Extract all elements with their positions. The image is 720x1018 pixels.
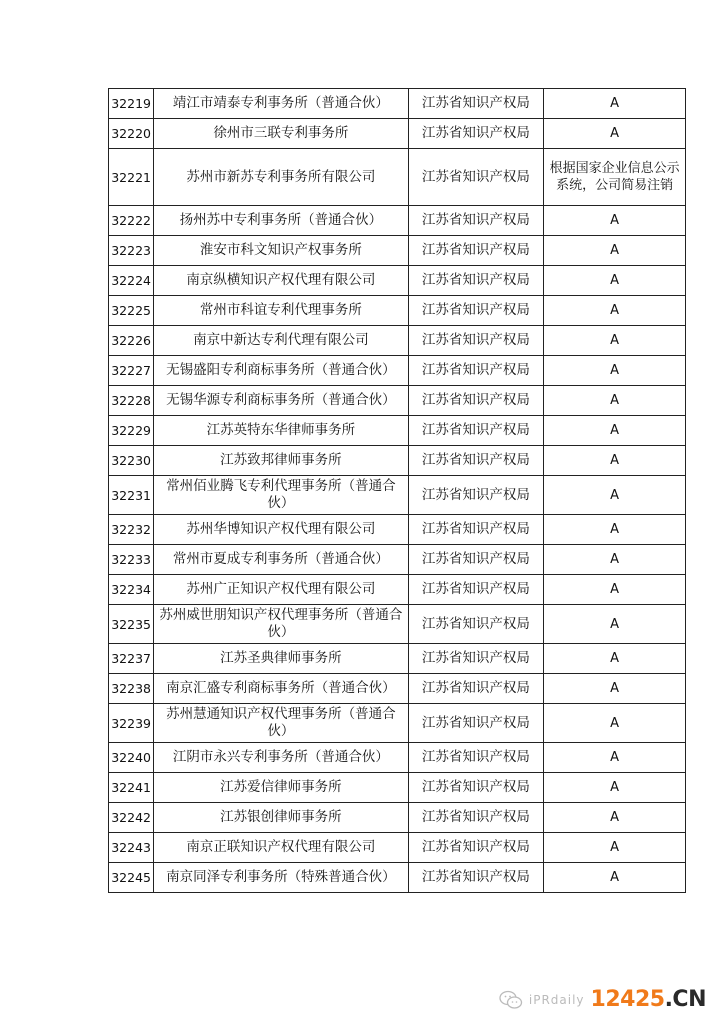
agency-name-cell: 苏州慧通知识产权代理事务所（普通合伙） (154, 704, 408, 743)
authority-cell: 江苏省知识产权局 (408, 386, 544, 416)
agency-id-cell: 32227 (109, 356, 154, 386)
table-row (109, 575, 686, 605)
agency-name-cell: 南京纵横知识产权代理有限公司 (154, 266, 408, 296)
authority-cell: 江苏省知识产权局 (408, 416, 544, 446)
agency-name-cell: 无锡盛阳专利商标事务所（普通合伙） (154, 356, 408, 386)
table-row (109, 605, 686, 644)
agency-name-cell: 苏州威世朋知识产权代理事务所（普通合伙） (154, 605, 408, 644)
rating-cell: A (544, 863, 686, 893)
table-row (109, 266, 686, 296)
table-row (109, 149, 686, 206)
agency-id-cell: 32231 (109, 476, 154, 515)
agency-id-cell: 32243 (109, 833, 154, 863)
agency-rating-table (108, 88, 686, 893)
watermark-brand-logo (591, 987, 706, 1012)
rating-cell: A (544, 704, 686, 743)
agency-id-cell: 32242 (109, 803, 154, 833)
agency-name-cell: 靖江市靖泰专利事务所（普通合伙） (154, 89, 408, 119)
table-row (109, 416, 686, 446)
agency-id-cell: 32229 (109, 416, 154, 446)
rating-cell: 根据国家企业信息公示系统，公司简易注销 (544, 149, 686, 206)
rating-cell: A (544, 773, 686, 803)
authority-cell: 江苏省知识产权局 (408, 704, 544, 743)
rating-cell: A (544, 416, 686, 446)
table-row (109, 386, 686, 416)
agency-id-cell: 32219 (109, 89, 154, 119)
agency-id-cell: 32235 (109, 605, 154, 644)
table-row (109, 326, 686, 356)
agency-name-cell: 扬州苏中专利事务所（普通合伙） (154, 206, 408, 236)
wechat-icon (499, 990, 523, 1010)
authority-cell: 江苏省知识产权局 (408, 89, 544, 119)
table-row (109, 515, 686, 545)
agency-id-cell: 32230 (109, 446, 154, 476)
rating-cell: A (544, 605, 686, 644)
rating-cell: A (544, 575, 686, 605)
authority-cell: 江苏省知识产权局 (408, 803, 544, 833)
rating-cell: A (544, 206, 686, 236)
agency-name-cell: 江阴市永兴专利事务所（普通合伙） (154, 743, 408, 773)
table-row (109, 446, 686, 476)
agency-name-cell: 苏州市新苏专利事务所有限公司 (154, 149, 408, 206)
agency-id-cell: 32220 (109, 119, 154, 149)
rating-cell: A (544, 326, 686, 356)
authority-cell: 江苏省知识产权局 (408, 743, 544, 773)
agency-name-cell: 无锡华源专利商标事务所（普通合伙） (154, 386, 408, 416)
authority-cell: 江苏省知识产权局 (408, 863, 544, 893)
agency-name-cell: 江苏致邦律师事务所 (154, 446, 408, 476)
agency-name-cell: 常州佰业腾飞专利代理事务所（普通合伙） (154, 476, 408, 515)
agency-name-cell: 江苏爱信律师事务所 (154, 773, 408, 803)
agency-id-cell: 32226 (109, 326, 154, 356)
agency-id-cell: 32241 (109, 773, 154, 803)
rating-cell: A (544, 803, 686, 833)
authority-cell: 江苏省知识产权局 (408, 296, 544, 326)
authority-cell: 江苏省知识产权局 (408, 644, 544, 674)
agency-id-cell: 32234 (109, 575, 154, 605)
table-row (109, 296, 686, 326)
rating-cell: A (544, 356, 686, 386)
authority-cell: 江苏省知识产权局 (408, 356, 544, 386)
agency-id-cell: 32237 (109, 644, 154, 674)
agency-name-cell: 江苏圣典律师事务所 (154, 644, 408, 674)
table-row (109, 119, 686, 149)
agency-id-cell: 32239 (109, 704, 154, 743)
site-watermark (499, 987, 706, 1012)
rating-cell: A (544, 476, 686, 515)
table-row (109, 476, 686, 515)
agency-id-cell: 32232 (109, 515, 154, 545)
table-row (109, 833, 686, 863)
rating-cell: A (544, 296, 686, 326)
rating-cell: A (544, 644, 686, 674)
agency-id-cell: 32245 (109, 863, 154, 893)
authority-cell: 江苏省知识产权局 (408, 605, 544, 644)
watermark-faint-text: iPRdaily (528, 992, 585, 1007)
agency-name-cell: 淮安市科文知识产权事务所 (154, 236, 408, 266)
rating-cell: A (544, 674, 686, 704)
authority-cell: 江苏省知识产权局 (408, 545, 544, 575)
rating-cell: A (544, 236, 686, 266)
rating-cell: A (544, 743, 686, 773)
agency-id-cell: 32225 (109, 296, 154, 326)
table-row (109, 674, 686, 704)
rating-cell: A (544, 545, 686, 575)
agency-name-cell: 南京中新达专利代理有限公司 (154, 326, 408, 356)
agency-name-cell: 江苏英特东华律师事务所 (154, 416, 408, 446)
agency-name-cell: 常州市夏成专利事务所（普通合伙） (154, 545, 408, 575)
table-row (109, 89, 686, 119)
agency-id-cell: 32238 (109, 674, 154, 704)
rating-cell: A (544, 119, 686, 149)
agency-name-cell: 南京汇盛专利商标事务所（普通合伙） (154, 674, 408, 704)
table-row (109, 863, 686, 893)
table-row (109, 704, 686, 743)
authority-cell: 江苏省知识产权局 (408, 206, 544, 236)
authority-cell: 江苏省知识产权局 (408, 833, 544, 863)
table-row (109, 206, 686, 236)
agency-id-cell: 32228 (109, 386, 154, 416)
authority-cell: 江苏省知识产权局 (408, 236, 544, 266)
agency-id-cell: 32223 (109, 236, 154, 266)
rating-cell: A (544, 446, 686, 476)
agency-name-cell: 徐州市三联专利事务所 (154, 119, 408, 149)
rating-cell: A (544, 833, 686, 863)
authority-cell: 江苏省知识产权局 (408, 476, 544, 515)
table-body (109, 89, 686, 893)
table-row (109, 743, 686, 773)
table-row (109, 644, 686, 674)
table-row (109, 773, 686, 803)
authority-cell: 江苏省知识产权局 (408, 575, 544, 605)
watermark-brand-domain: .CN (664, 987, 706, 1012)
agency-id-cell: 32233 (109, 545, 154, 575)
watermark-brand-number: 12425 (590, 987, 665, 1012)
rating-cell: A (544, 89, 686, 119)
agency-id-cell: 32224 (109, 266, 154, 296)
agency-name-cell: 常州市科谊专利代理事务所 (154, 296, 408, 326)
table-row (109, 236, 686, 266)
agency-id-cell: 32240 (109, 743, 154, 773)
authority-cell: 江苏省知识产权局 (408, 266, 544, 296)
table-row (109, 356, 686, 386)
agency-name-cell: 南京同泽专利事务所（特殊普通合伙） (154, 863, 408, 893)
authority-cell: 江苏省知识产权局 (408, 674, 544, 704)
authority-cell: 江苏省知识产权局 (408, 515, 544, 545)
agency-name-cell: 苏州华博知识产权代理有限公司 (154, 515, 408, 545)
authority-cell: 江苏省知识产权局 (408, 119, 544, 149)
authority-cell: 江苏省知识产权局 (408, 773, 544, 803)
rating-cell: A (544, 515, 686, 545)
authority-cell: 江苏省知识产权局 (408, 446, 544, 476)
authority-cell: 江苏省知识产权局 (408, 326, 544, 356)
agency-name-cell: 江苏银创律师事务所 (154, 803, 408, 833)
agency-name-cell: 苏州广正知识产权代理有限公司 (154, 575, 408, 605)
table-row (109, 803, 686, 833)
agency-id-cell: 32222 (109, 206, 154, 236)
table-row (109, 545, 686, 575)
rating-cell: A (544, 386, 686, 416)
agency-id-cell: 32221 (109, 149, 154, 206)
rating-cell: A (544, 266, 686, 296)
agency-name-cell: 南京正联知识产权代理有限公司 (154, 833, 408, 863)
authority-cell: 江苏省知识产权局 (408, 149, 544, 206)
